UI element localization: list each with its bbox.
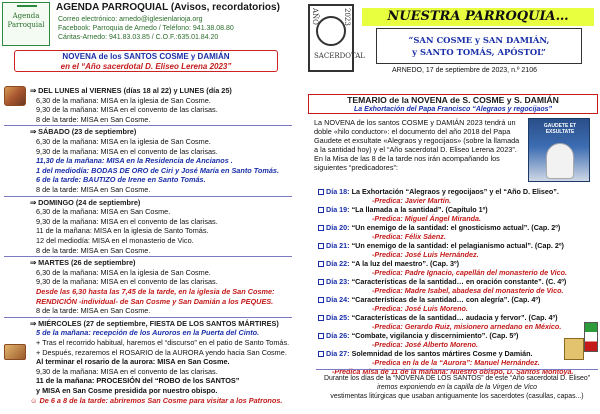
schedule-entry: 8 de la tarde: MISA en San Cosme. xyxy=(36,306,151,316)
agenda-logo xyxy=(2,2,50,46)
temario-item-day: Día 22: xyxy=(326,259,352,268)
temario-item-extra: -Predica Misa de 11 de la mañana: Nuestro obispo, D. Santos Montoya. xyxy=(332,367,574,376)
year-seal-logo xyxy=(308,4,365,72)
vestments-notice-line2: iremos exponiendo en la capilla de la Virgen de Vico xyxy=(377,384,537,391)
agenda-title-main: AGENDA PARROQUIAL xyxy=(56,2,169,13)
temario-item-text: “Un enemigo de la santidad: el gnosticismo actual”. (Cap. 2º) xyxy=(351,223,561,232)
agenda-facebook: Facebook: Parroquia de Arnedo / Teléfono: 941.38.08.80 xyxy=(58,25,234,32)
section-divider xyxy=(4,125,292,126)
parish-name-box xyxy=(376,28,582,64)
temario-item-text: “A la luz del maestro”. (Cap. 3º) xyxy=(351,259,459,268)
checkbox-icon xyxy=(318,225,324,231)
temario-item-text: “Características de la santidad… audacia y fervor”. (Cap. 4º) xyxy=(351,313,558,322)
schedule-day-heading: ⇒ MIÉRCOLES (27 de septiembre, FIESTA DE LOS SANTOS MÁRTIRES) xyxy=(30,318,279,328)
schedule-entry: 12 del mediodía: MISA en el monasterio de Vico. xyxy=(36,236,194,245)
newsletter-title: NUESTRA PARROQUIA… xyxy=(362,8,594,26)
book-title: GAUDETE ET EXSULTATE xyxy=(543,123,577,135)
checkbox-icon xyxy=(318,243,324,249)
seal-side-right: 2023 xyxy=(343,8,351,26)
temario-item-day: Día 23: xyxy=(326,277,352,286)
agenda-email: Correo electrónico: arnedo@iglesienlarioja.org xyxy=(58,16,203,23)
schedule-entry: + Tras el recorrido habitual, haremos el “discurso” en el patio de Santo Tomás. xyxy=(36,338,290,347)
schedule-entry: 8 de la tarde: MISA en San Cosme. xyxy=(36,185,151,194)
schedule-entry: y MISA en San Cosme presidida por nuestro obispo. xyxy=(36,386,218,395)
temario-item-day: Día 20: xyxy=(326,223,352,232)
book-cover-image xyxy=(528,118,590,182)
agenda-header xyxy=(2,2,294,48)
schedule-entry: 6,30 de la mañana: MISA en San Cosme. xyxy=(36,207,171,217)
checkbox-icon xyxy=(318,315,324,321)
temario-item xyxy=(318,331,518,340)
saints-image xyxy=(4,86,26,106)
checkbox-icon xyxy=(318,351,324,357)
temario-item-text: “Combate, vigilancia y discernimiento”. (Cap. 5º) xyxy=(351,331,519,340)
schedule-day-heading: ⇒ DOMINGO (24 de septiembre) xyxy=(30,197,141,207)
temario-item-day: Día 25: xyxy=(326,313,352,322)
temario-item-day: Día 26: xyxy=(326,331,352,340)
checkbox-icon xyxy=(318,207,324,213)
schedule-entry: 9,30 de la mañana: MISA en el convento de las clarisas. xyxy=(36,366,218,376)
parish-column xyxy=(302,0,600,414)
schedule-day-heading: ⇒ SÁBADO (23 de septiembre) xyxy=(30,127,137,137)
schedule-entry: 5 de la mañana: recepción de los Auroros en la Puerta del Cinto. xyxy=(36,328,260,338)
temario-item-day: Día 21: xyxy=(326,241,352,250)
novena-banner xyxy=(14,50,278,72)
checkbox-icon xyxy=(318,279,324,285)
agenda-title xyxy=(56,2,280,13)
seal-caption: SACERDOTAL xyxy=(314,52,365,60)
schedule-entry: Desde las 6,30 hasta las 7,45 de la tarde, en la iglesia de San Cosme: xyxy=(36,287,275,296)
decorative-image xyxy=(564,338,584,360)
intro-paragraph: La NOVENA de los santos COSME y DAMIÁN 2023 tendrá un doble «hilo conductor»: el documento del año 2018 del Papa Gaudete et exsultate «Alegraos y regocijaos» (sobre la llamada a la santidad hoy) y el “Año sacerdotal D. Eliseo Lerena 2023”. En la Misa de las 8 de la tarde nos irán acompañando los siguientes “predicadores”: xyxy=(314,118,520,172)
temario-item xyxy=(318,223,560,232)
issue-date: ARNEDO, 17 de septiembre de 2023, n.º 2106 xyxy=(392,67,537,74)
temario-item xyxy=(318,241,564,250)
temario-item xyxy=(318,295,540,304)
temario-item-day: Día 24: xyxy=(326,295,352,304)
schedule-entry: 6,30 de la mañana: MISA en la iglesia de San Cosme. xyxy=(36,137,211,146)
novena-banner-line1: NOVENA de los SANTOS COSME y DAMIÁN xyxy=(62,52,230,61)
procession-image xyxy=(4,344,26,360)
checkbox-icon xyxy=(318,189,324,195)
schedule-day-heading: ⇒ MARTES (26 de septiembre) xyxy=(30,258,136,268)
flag-icon xyxy=(584,322,598,352)
vestments-notice xyxy=(316,369,598,401)
temario-item-day: Día 19: xyxy=(326,205,352,214)
temario-item-text: “Características de la santidad… con alegría”. (Cap. 4º) xyxy=(351,295,541,304)
vestments-notice-line1: Durante los días de la “NOVENA DE LOS SANTOS” de este “Año sacerdotal D. Eliseo” xyxy=(323,375,591,382)
schedule-entry: 1 del mediodía: BODAS DE ORO de Ciri y José María en Santo Tomás. xyxy=(36,165,280,175)
schedule-entry: 8 de la tarde: MISA en San Cosme. xyxy=(36,245,151,255)
parish-name-line1: “SAN COSME y SAN DAMIÁN, xyxy=(408,35,550,45)
temario-item-day: Día 18: xyxy=(326,187,352,196)
temario-item xyxy=(318,259,459,268)
novena-banner-line2: en el “Año sacerdotal D. Eliseo Lerena 2023” xyxy=(60,62,232,71)
temario-item xyxy=(318,349,533,358)
schedule-entry: 9,30 de la mañana: MISA en el convento de las clarisas. xyxy=(36,216,218,226)
parish-name-line2: y SANTO TOMÁS, APÓSTOL” xyxy=(412,47,546,57)
temario-item-preacher: -Predica: Miguel Ángel Miranda. xyxy=(372,214,482,223)
schedule-entry: Al terminar el rosario de la aurora: MISA en San Cosme. xyxy=(36,357,230,367)
checkbox-icon xyxy=(318,333,324,339)
temario-banner xyxy=(308,94,598,114)
checkbox-icon xyxy=(318,261,324,267)
agenda-title-sub: (Avisos, recordatorios) xyxy=(170,2,280,13)
temario-item-preacher: -Predica: Félix Sáenz. xyxy=(372,232,446,241)
temario-title: TEMARIO de la NOVENA de S. COSME y S. DAMIÁN xyxy=(347,95,559,105)
temario-item xyxy=(318,277,566,286)
section-divider xyxy=(4,196,292,197)
section-divider xyxy=(4,317,292,318)
pope-figure-icon xyxy=(546,143,574,179)
temario-subtitle: La Exhortación del Papa Francisco “Alegraos y regocijaos” xyxy=(353,106,552,113)
agenda-logo-text: Agenda Parroquial xyxy=(7,12,45,29)
temario-item-preacher: -Predica: José Luis Hernández. xyxy=(372,250,479,259)
agenda-caritas: Cáritas-Arnedo: 941.83.03.85 / C.O.F.:635.01.84.20 xyxy=(58,34,219,41)
schedule-day-heading: ⇒ DEL LUNES al VIERNES (días 18 al 22) y LUNES (día 25) xyxy=(30,86,232,95)
logo-mark-icon xyxy=(17,5,37,11)
schedule-entry: 11 de la mañana: MISA en la iglesia de Santo Tomás. xyxy=(36,226,209,236)
temario-item-text: “Características de la santidad… en oración constante”. (C. 4º) xyxy=(351,277,567,286)
schedule-entry: 6 de la tarde: BAUTIZO de Irene en Santo Tomás. xyxy=(36,175,206,185)
schedule-entry: ☺ De 6 a 8 de la tarde: abriremos San Cosme para visitar a los Patronos. xyxy=(30,395,283,405)
schedule-entry: 11,30 de la mañana: MISA en la Residencia de Ancianos . xyxy=(36,156,233,166)
temario-item xyxy=(318,313,558,322)
temario-item-preacher: -Predica: Padre Ignacio, capellán del monasterio de Vico. xyxy=(372,268,568,277)
temario-item-preacher: -Predica: Gerardo Ruiz, misionero arnedano en México. xyxy=(372,322,562,331)
checkbox-icon xyxy=(318,297,324,303)
schedule-entry: 6,30 de la mañana: MISA en la iglesia de San Cosme. xyxy=(36,267,211,277)
temario-item xyxy=(318,187,559,196)
temario-item-text: “Un enemigo de la santidad: el pelagianismo actual”. (Cap. 2º) xyxy=(351,241,564,250)
schedule-entry: 8 de la tarde: MISA en San Cosme. xyxy=(36,114,151,124)
schedule-entry: RENDICIÓN -individual- de San Cosme y San Damián a los PEQUES. xyxy=(36,296,274,306)
seal-icon xyxy=(316,16,346,46)
schedule-entry: 6,30 de la mañana: MISA en la iglesia de San Cosme. xyxy=(36,95,211,105)
temario-item-day: Día 27: xyxy=(326,349,352,358)
agenda-column xyxy=(0,0,296,414)
temario-item-preacher: -Predica: Madre Isabel, abadesa del monasterio de Vico. xyxy=(372,286,564,295)
schedule-entry: 9,30 de la mañana: MISA en el convento de las clarisas. xyxy=(36,105,218,115)
temario-item-preacher: -Predica: José Luis Moreno. xyxy=(372,304,468,313)
vestments-notice-line3: vestimentas litúrgicas que usaban antiguamente los sacerdotes (casullas, capas...) xyxy=(330,393,584,400)
temario-item xyxy=(318,205,488,214)
temario-item-preacher: -Predica: Javier Martín. xyxy=(372,196,452,205)
temario-item-preacher: -Predica en la de la “Aurora”: Manuel Hernández. xyxy=(372,358,540,367)
schedule-entry: 9,30 de la mañana: MISA en el convento de las clarisas. xyxy=(36,277,218,287)
temario-item-text: Solemnidad de los santos mártires Cosme y Damián. xyxy=(351,349,533,358)
seal-side-left: AÑO xyxy=(311,8,319,25)
section-divider xyxy=(4,256,292,257)
temario-item-text: La Exhortación “Alegraos y regocijaos” y el “Año D. Eliseo”. xyxy=(351,187,559,196)
schedule-entry: 9,30 de la mañana: MISA en el convento de las clarisas. xyxy=(36,146,218,156)
temario-item-preacher: -Predica: José Alberto Moreno. xyxy=(372,340,478,349)
schedule-entry: + Después, rezaremos el ROSARIO de la AURORA yendo hacia San Cosme. xyxy=(36,347,287,357)
schedule-entry: 11 de la mañana: PROCESIÓN del “ROBO de los SANTOS” xyxy=(36,376,240,386)
temario-item-text: “La llamada a la santidad”. (Capítulo 1º) xyxy=(351,205,488,214)
